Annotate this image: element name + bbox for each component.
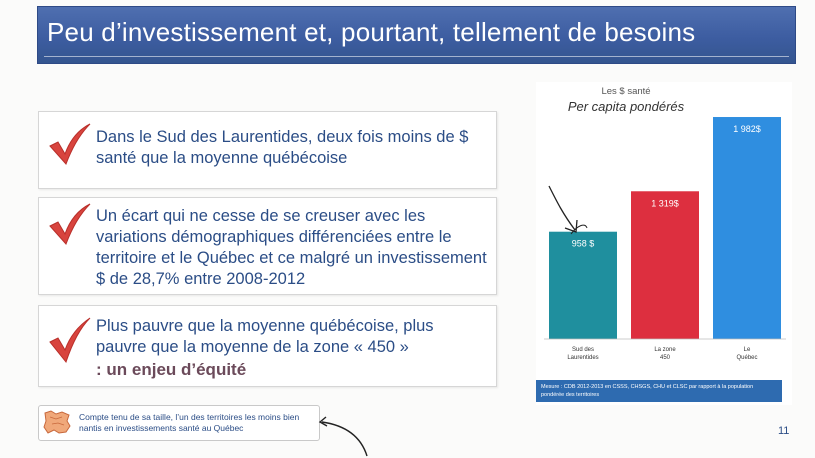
category-tick-label: 450: [659, 355, 671, 361]
checkmark-icon: [46, 316, 92, 366]
checkmark-icon: [46, 122, 92, 168]
bar-3: [713, 117, 781, 339]
bar-2: [631, 191, 699, 339]
category-tick-label: La zone: [654, 347, 676, 353]
measure-note: Mesure : CDB 2012-2013 en CSSS, CHSGS, CHU et CLSC par rapport à la population pondérée des territoires: [536, 380, 782, 402]
note-text: Compte tenu de sa taille, l’un des territoires les moins bien nantis en investissements santé au Québec: [79, 412, 300, 433]
bullet-box-1: [38, 111, 497, 189]
checkmark-icon: [46, 202, 92, 248]
category-tick-label: Sud des: [571, 347, 595, 353]
handwritten-arrow-icon: [312, 414, 372, 458]
category-tick-label: Québec: [736, 355, 758, 361]
category-tick-label: Laurentides: [567, 355, 599, 361]
bar-value-label: 1 319$: [651, 198, 679, 209]
slide-title: Peu d’investissement et, pourtant, tellement de besoins: [47, 17, 696, 47]
page-number: 11: [778, 425, 790, 437]
map-icon: [42, 409, 72, 436]
chart: [536, 82, 792, 405]
bullet-text-1: Dans le Sud des Laurentides, deux fois moins de $ santé que la moyenne québécoise: [96, 128, 469, 167]
category-tick-label: Le: [743, 347, 751, 353]
bullet-text-3-main: Plus pauvre que la moyenne québécoise, plus pauvre que la moyenne de la zone « 450 »: [96, 317, 434, 356]
handwritten-arrow-icon: [541, 182, 601, 252]
bullet-box-3: [38, 305, 497, 387]
equity-emphasis: : un enjeu d’équité: [96, 360, 247, 379]
chart-title-line1: Les $ santé: [601, 86, 651, 97]
bullet-box-2: [38, 197, 497, 295]
chart-title-line2: Per capita pondérés: [567, 99, 685, 114]
title-underline: [44, 56, 789, 57]
bar-value-label: 958 $: [571, 238, 595, 249]
bar-value-label: 1 982$: [733, 124, 761, 135]
bullet-text-3: [96, 316, 488, 380]
title-bar: [37, 6, 796, 64]
bullet-text-2: Un écart qui ne cesse de se creuser avec les variations démographiques différenciées entre le territoire et le Québec et ce malgré un investissement $ de 28,7% entre 2008-2012: [96, 207, 487, 288]
note-box: [38, 405, 320, 441]
